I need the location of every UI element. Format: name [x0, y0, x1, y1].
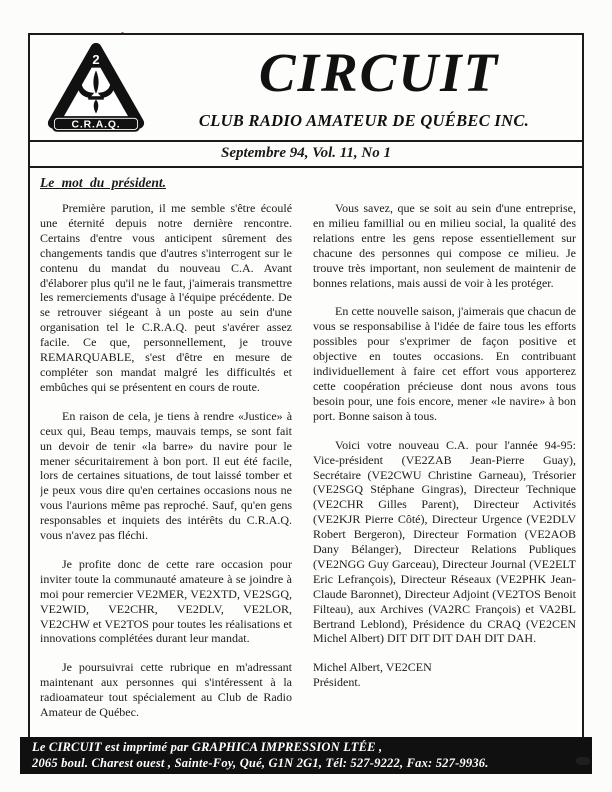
newsletter-title: CIRCUIT: [258, 42, 500, 103]
imprint-line-1: Le CIRCUIT est imprimé par GRAPHICA IMPRESSION LTÉE ,: [32, 740, 383, 754]
paragraph: En cette nouvelle saison, j'aimerais que chacun de vous se responsabilise à l'idée de faire tous les efforts possibles pour s'exprimer de façon positive et objective en toutes occasions. En contribuant individuellement à faire cet effort vous apporterez cette coopération précieuse dont nous avons tous besoin pour, une fois encore, mener «le navire» à bon port. Bonne saison à tous.: [313, 304, 576, 423]
logo-letter-e: E: [72, 75, 83, 85]
signature-block: [313, 660, 576, 690]
imprint-footer: [20, 737, 592, 774]
craq-logo: [44, 39, 148, 143]
article-columns: [40, 201, 576, 735]
issue-line: Septembre 94, Vol. 11, No 1: [28, 142, 584, 168]
newsletter-subtitle: CLUB RADIO AMATEUR DE QUÉBEC INC.: [198, 111, 530, 130]
article-heading: Le mot du président.: [40, 175, 166, 190]
logo-digit: 2: [92, 52, 100, 68]
right-column: [313, 201, 576, 735]
logo-letter-c: C: [109, 75, 120, 85]
paragraph: Je poursuivrai cette rubrique en m'adressant maintenant aux personnes qui s'intéressent à la radioamateur tout spécialement au Club de Radio Amateur de Québec.: [40, 660, 293, 720]
logo-letter-q: Q: [120, 99, 132, 110]
imprint-line-2: 2065 boul. Charest ouest , Sainte-Foy, Qué, G1N 2G1, Tél: 527-9222, Fax: 527-9936.: [32, 755, 489, 770]
paragraph: Vous savez, que se soit au sein d'une entreprise, en milieu famillial ou en milieu social, la qualité des relations entre les gens repose essentiellement sur chacune des personnes qui compose ce milieu. Je trouve très important, non seulement de maintenir de bonnes relations, mais aussi de voir à les protéger.: [313, 201, 576, 290]
paragraph: Je profite donc de cette rare occasion pour inviter toute la communauté amateure à se joindre à moi pour remercier VE2MER, VE2XTD, VE2SGQ, VE2WID, VE2CHR, VE2DLV, VE2LOR, VE2CHW et VE2TOS pour toutes les réalisations et innovations complétées durant leur mandat.: [40, 556, 293, 646]
masthead: [28, 33, 584, 142]
signature-title: Président.: [313, 675, 361, 690]
paragraph: Voici votre nouveau C.A. pour l'année 94-95: Vice-président (VE2ZAB Jean-Pierre Guay), Secrétaire (VE2CWU Christine Garneau), Trésorier (VE2SGQ Stéphane Gingras), Directeur Technique (VE2CHR Gilles Parent), Directeur Activités (VE2KJR Pierre Côté), Directeur Urgence (VE2DLV Robert Bergeron), Directeur Formation (VE2AOB Dany Bélanger), Directeur Relations Publiques (VE2NGG Guy Garceau), Directeur Journal (VE2ELT Eric Lefrançois), Directeur Réseaux (VE2PHK Jean-Claude Baronnet), Directeur Adjoint (VE2TOS Benoit Filteau), aux Archives (VA2RC François) et VA2BL Bertrand Leblond), Présidence du CRAQ (VE2CEN Michel Albert) DIT DIT DIT DAH DIT DAH.: [313, 437, 576, 646]
logo-letter-v: V: [60, 99, 72, 109]
left-column: [40, 201, 292, 735]
article-body: [28, 168, 584, 737]
logo-banner-text: C.R.A.Q.: [71, 119, 121, 131]
signature-name: Michel Albert, VE2CEN: [313, 660, 432, 675]
scan-smudge: [576, 757, 590, 765]
paragraph: Première parution, il me semble s'être écoulé une éternité depuis notre dernière rencontre. Certains d'entre vous anticipent sûrement des changements tandis que d'autres s'interrogent sur le contenu du mandat du nouveau C.A. Avant d'élaborer plus qu'il ne le faut, j'aimerais transmettre les remerciements d'usage à l'équipe précédente. De se retrouver siégeant à un poste au sein d'une organisation tel le C.R.A.Q. peut s'avérer assez facile. Ce que, personnellement, je trouve REMARQUABLE, s'est d'être en mesure de compléter son mandat malgré les difficultés et embûches qui se présentent en cours de route.: [40, 201, 293, 394]
paragraph: En raison de cela, je tiens à rendre «Justice» à ceux qui, Beau temps, mauvais temps, se sont fait un devoir de tenir «la barre» du navire pour le mener sécuritairement à bon port. Il eut été facile, lors de certaines situations, de tout laissé tomber et je peux vous dire qu'en certaines occasions nous ne vous l'aurions même pas reproché. Sauf, qu'en gens responsables et inquiets des intérêts du C.R.A.Q. vous n'avez pas fléchi.: [40, 408, 293, 543]
